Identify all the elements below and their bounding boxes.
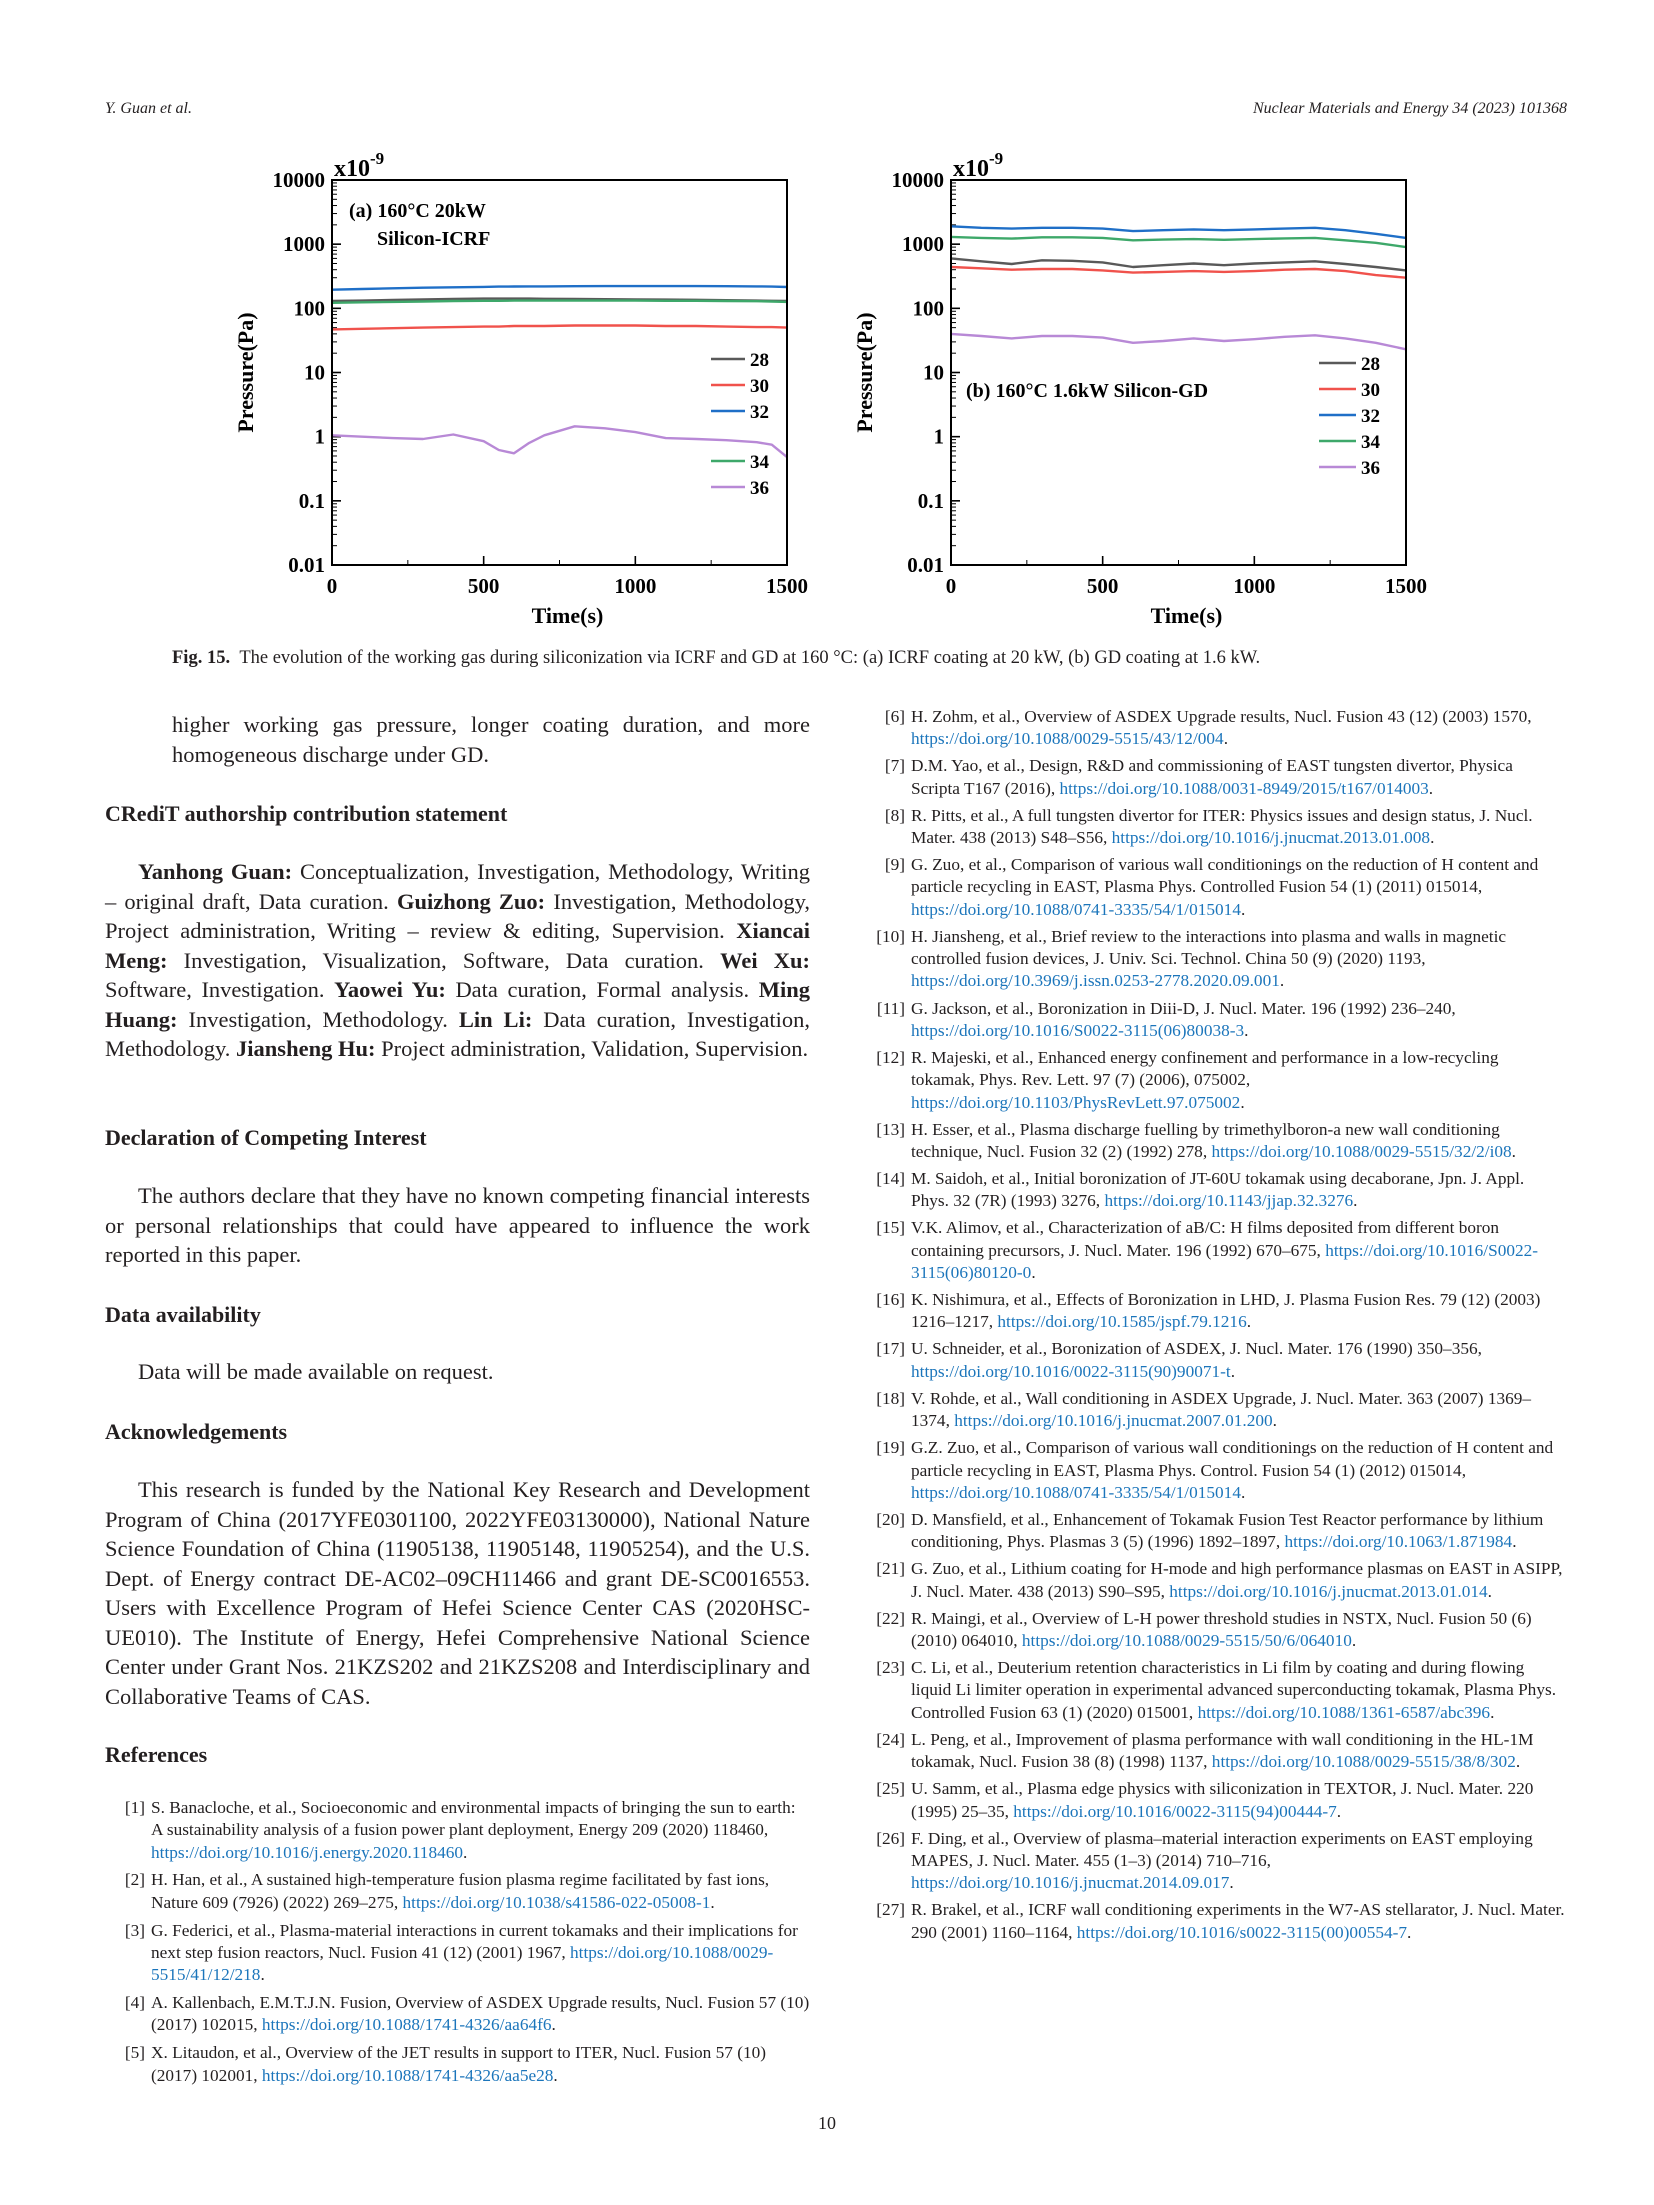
credit-roles: Data curation, Formal analysis. (455, 977, 750, 1002)
reference-doi-link[interactable]: https://doi.org/10.1088/1361-6587/abc396 (1197, 1702, 1491, 1722)
credit-paragraph (105, 857, 810, 1064)
reference-number: [8] (884, 805, 905, 825)
reference-doi-link[interactable]: https://doi.org/10.1088/0029-5515/38/8/302 (1211, 1752, 1516, 1772)
credit-name: Xiancai Meng: (105, 918, 810, 973)
legend-label: 36 (1361, 458, 1380, 479)
legend-label: 28 (750, 350, 769, 371)
reference-item (105, 1992, 810, 2037)
reference-item (865, 1388, 1565, 1433)
x-tick-label: 500 (1086, 574, 1119, 598)
y-tick-label: 10 (923, 360, 944, 385)
y-tick-label: 1 (933, 424, 944, 449)
figure-caption (172, 645, 1492, 671)
x-axis-label: Time(s) (531, 603, 604, 628)
reference-text: C. Li, et al., Deuterium retention characteristics in Li film by coating and during flowing liquid Li limiter operation in experimental advanced superconducting tokamak, Plasma Phys. Controlled Fusion 63 (1) (2020) 015001, (911, 1658, 1557, 1722)
reference-text: X. Litaudon, et al., Overview of the JET results in support to ITER, Nucl. Fusion 57 (10) (2017) 102001, (151, 2043, 766, 2085)
reference-tail: . (1353, 1191, 1358, 1211)
reference-text: H. Jiansheng, et al., Brief review to the interactions into plasma and walls in magnetic controlled fusion devices, J. Univ. Sci. Technol. China 50 (9) (2020) 1193, (911, 926, 1507, 969)
reference-number: [1] (124, 1798, 145, 1817)
reference-tail: . (1511, 1141, 1516, 1161)
reference-item (865, 1437, 1565, 1504)
reference-doi-link[interactable]: https://doi.org/10.1088/0029-5515/43/12/004 (911, 729, 1224, 749)
reference-number: [20] (876, 1509, 905, 1529)
reference-text: D.M. Yao, et al., Design, R&D and commissioning of EAST tungsten divertor, Physica Scripta T167 (2016), (911, 756, 1513, 798)
reference-number: [3] (124, 1920, 145, 1940)
reference-doi-link[interactable]: https://doi.org/10.1016/j.jnucmat.2014.09.017 (911, 1873, 1230, 1893)
reference-tail: . (1229, 1873, 1234, 1893)
reference-tail: . (1031, 1263, 1036, 1282)
reference-number: [16] (876, 1290, 905, 1310)
credit-roles: Investigation, Methodology. (188, 1006, 448, 1032)
x-tick-label: 1500 (1385, 574, 1427, 598)
reference-number: [12] (876, 1047, 905, 1067)
credit-roles: Data curation, Investigation, Methodology. (105, 1006, 811, 1061)
reference-doi-link[interactable]: https://doi.org/10.1143/jjap.32.3276 (1104, 1191, 1354, 1211)
competing-interest-heading: Declaration of Competing Interest (105, 1125, 427, 1150)
reference-doi-link[interactable]: https://doi.org/10.1088/0031-8949/2015/t167/014003 (1059, 778, 1429, 798)
y-tick-label: 10 (304, 360, 325, 385)
series-line-32 (951, 226, 1406, 238)
reference-tail: . (1279, 971, 1285, 991)
reference-text: G. Zuo, et al., Lithium coating for H-mode and high performance plasmas on EAST in ASIPP, J. Nucl. Mater. 438 (2013) S90–S95, (911, 1559, 1563, 1601)
reference-item (105, 1869, 810, 1914)
reference-tail: . (1240, 899, 1246, 919)
y-tick-label: 1 (314, 424, 325, 449)
figure-caption-text: The evolution of the working gas during siliconization via ICRF and GD at 160 °C: (a) ICRF coating at 20 kW, (b) GD coating at 1.6 kW. (239, 648, 1261, 668)
reference-item (865, 805, 1565, 850)
series-line-34 (332, 301, 787, 303)
series-line-36 (951, 334, 1406, 349)
credit-roles: Conceptualization, Investigation, Methodology, Writing – original draft, Data curation. (105, 859, 811, 914)
reference-number: [10] (876, 926, 905, 946)
reference-tail: . (1246, 1312, 1252, 1332)
reference-item (865, 998, 1565, 1043)
x-tick-label: 1500 (766, 574, 808, 598)
reference-doi-link[interactable]: https://doi.org/10.1088/0741-3335/54/1/015014 (911, 899, 1241, 919)
panel-label: (a) 160°C 20kW (349, 200, 486, 222)
reference-number: [19] (876, 1438, 905, 1458)
credit-name: Guizhong Zuo: (396, 888, 546, 914)
reference-item (865, 1657, 1565, 1724)
reference-doi-link[interactable]: https://doi.org/10.1088/0029-5515/32/2/i08 (1211, 1141, 1512, 1161)
reference-item (865, 926, 1565, 993)
reference-tail: . (1272, 1411, 1277, 1431)
reference-item (865, 755, 1565, 800)
reference-tail: . (1428, 778, 1434, 798)
reference-text: G.Z. Zuo, et al., Comparison of various wall conditionings on the reduction of H content and particle recycling in EAST, Plasma Phys. Control. Fusion 54 (1) (2012) 015014, (911, 1438, 1554, 1480)
reference-text: R. Brakel, et al., ICRF wall conditioning experiments in the W7-AS stellarator, J. Nucl. Mater. 290 (2001) 1160–1164, (911, 1900, 1565, 1942)
reference-text: M. Saidoh, et al., Initial boronization of JT-60U tokamak using decaborane, Jpn. J. Appl. Phys. 32 (7R) (1993) 3276, (911, 1169, 1525, 1211)
reference-item (865, 1509, 1565, 1554)
y-axis-label: Pressure(Pa) (233, 312, 258, 433)
reference-doi-link[interactable]: https://doi.org/10.1103/PhysRevLett.97.075002 (911, 1092, 1241, 1112)
series-line-30 (332, 326, 787, 330)
reference-text: K. Nishimura, et al., Effects of Boronization in LHD, J. Plasma Fusion Res. 79 (12) (2003) 1216–1217, (911, 1290, 1541, 1332)
references-heading: References (105, 1742, 208, 1767)
series-group (332, 286, 787, 457)
reference-tail: . (1512, 1532, 1517, 1552)
legend-label: 34 (750, 452, 769, 473)
credit-heading: CRediT authorship contribution statement (105, 801, 508, 826)
reference-doi-link[interactable]: https://doi.org/10.3969/j.issn.0253-2778.2020.09.001 (911, 971, 1280, 991)
legend-label: 30 (1361, 380, 1380, 401)
chart-panel-b (844, 150, 1454, 630)
reference-text: D. Mansfield, et al., Enhancement of Tokamak Fusion Test Reactor performance by lithium conditioning, Phys. Plasmas 3 (5) (1996) 1892–1897, (911, 1509, 1544, 1552)
legend-label: 36 (750, 478, 769, 499)
y-tick-label: 100 (912, 296, 944, 321)
reference-text: G. Federici, et al., Plasma-material interactions in current tokamaks and their implications for next step fusion reactors, Nucl. Fusion 41 (12) (2001) 1967, (151, 1920, 798, 1962)
reference-doi-link[interactable]: https://doi.org/10.1016/s0022-3115(00)00554-7 (1076, 1922, 1408, 1942)
reference-doi-link[interactable]: https://doi.org/10.1063/1.871984 (1284, 1532, 1513, 1552)
reference-tail: . (551, 2015, 556, 2035)
reference-item (865, 1338, 1565, 1383)
axis-multiplier: $x10^{-9}$ (334, 150, 385, 182)
reference-item (105, 2042, 810, 2087)
reference-doi-link[interactable]: https://doi.org/10.1016/j.energy.2020.118460 (151, 1842, 464, 1862)
legend-label: 32 (750, 402, 769, 423)
figure-label: Fig. 15. (172, 648, 231, 668)
reference-number: [9] (884, 855, 905, 875)
running-head-authors: Y. Guan et al. (105, 100, 192, 117)
reference-number: [11] (876, 998, 905, 1018)
reference-text: U. Samm, et al., Plasma edge physics with siliconization in TEXTOR, J. Nucl. Mater. 220 (1995) 25–35, (911, 1779, 1534, 1821)
reference-number: [25] (876, 1779, 905, 1799)
axis-multiplier: $x10^{-9}$ (953, 150, 1004, 182)
reference-tail: . (1490, 1702, 1495, 1722)
reference-tail: . (553, 2065, 558, 2085)
reference-item (865, 706, 1565, 751)
reference-text: H. Esser, et al., Plasma discharge fuelling by trimethylboron-a new wall conditioning technique, Nucl. Fusion 32 (2) (1992) 278, (911, 1119, 1500, 1161)
credit-name: Yanhong Guan: (138, 859, 293, 884)
data-availability-heading: Data availability (105, 1302, 261, 1327)
reference-item (865, 1608, 1565, 1653)
reference-text: V. Rohde, et al., Wall conditioning in ASDEX Upgrade, J. Nucl. Mater. 363 (2007) 1369–1374, (911, 1388, 1532, 1431)
data-availability-text: Data will be made available on request. (138, 1359, 494, 1384)
credit-roles: Investigation, Methodology, Project administration, Writing – review & editing, Supervision. (105, 888, 811, 943)
series-line-34 (951, 237, 1406, 247)
reference-text: L. Peng, et al., Improvement of plasma performance with wall conditioning in the HL-1M tokamak, Nucl. Fusion 38 (8) (1998) 1137, (911, 1729, 1534, 1772)
credit-name: Wei Xu: (720, 947, 811, 973)
reference-number: [4] (124, 1993, 145, 2013)
reference-tail: . (1407, 1922, 1412, 1942)
reference-number: [21] (876, 1559, 905, 1579)
reference-number: [17] (876, 1339, 905, 1359)
running-head-journal: Nuclear Materials and Energy 34 (2023) 101368 (1252, 100, 1567, 117)
y-tick-label: 0.01 (288, 553, 325, 577)
reference-text: S. Banacloche, et al., Socioeconomic and environmental impacts of bringing the sun to earth: A sustainability analysis of a fusion power plant deployment, Energy 209 (2020) 118460, (151, 1798, 796, 1840)
reference-doi-link[interactable]: https://doi.org/10.1016/j.jnucmat.2007.01.200 (954, 1411, 1273, 1431)
series-group (951, 226, 1406, 349)
acknowledgements-heading: Acknowledgements (105, 1419, 288, 1444)
credit-name: Yaowei Yu: (334, 977, 446, 1002)
reference-text: R. Pitts, et al., A full tungsten divertor for ITER: Physics issues and design status, J. Nucl. Mater. 438 (2013) S48–S56, (911, 805, 1533, 848)
reference-text: V.K. Alimov, et al., Characterization of aB/C: H films deposited from different boron containing precursors, J. Nucl. Mater. 196 (1992) 670–675, (911, 1218, 1500, 1260)
reference-text: G. Zuo, et al., Comparison of various wall conditionings on the reduction of H content and particle recycling in EAST, Plasma Phys. Controlled Fusion 54 (1) (2011) 015014, (911, 855, 1539, 897)
reference-tail: . (1515, 1752, 1521, 1772)
y-tick-label: 10000 (891, 168, 944, 192)
credit-name: Ming Huang: (105, 977, 810, 1032)
credit-name: Lin Li: (458, 1006, 533, 1032)
reference-text: R. Majeski, et al., Enhanced energy confinement and performance in a low-recycling tokamak, Phys. Rev. Lett. 97 (7) (2006), 075002, (911, 1047, 1499, 1090)
reference-tail: . (1230, 1361, 1236, 1381)
reference-number: [6] (884, 707, 905, 726)
reference-tail: . (1336, 1801, 1342, 1821)
panel-label-line2: Silicon-ICRF (377, 228, 491, 250)
reference-doi-link[interactable]: https://doi.org/10.1585/jspf.79.1216 (997, 1312, 1247, 1332)
reference-tail: . (260, 1965, 265, 1985)
reference-number: [2] (124, 1870, 145, 1890)
reference-item (865, 1168, 1565, 1213)
reference-tail: . (463, 1842, 468, 1862)
reference-doi-link[interactable]: https://doi.org/10.1016/0022-3115(94)00444-7 (1013, 1801, 1337, 1821)
reference-text: F. Ding, et al., Overview of plasma–material interaction experiments on EAST employing MAPES, J. Nucl. Mater. 455 (1–3) (2014) 710–716, (911, 1828, 1533, 1870)
chart-panel-a (225, 150, 835, 630)
x-tick-label: 500 (467, 574, 500, 598)
reference-tail: . (1223, 729, 1229, 749)
reference-number: [24] (876, 1729, 905, 1749)
reference-item (865, 1828, 1565, 1895)
series-line-36 (332, 426, 787, 457)
reference-doi-link[interactable]: https://doi.org/10.1016/S0022-3115(06)80038-3 (911, 1020, 1245, 1040)
competing-interest-text: The authors declare that they have no known competing financial interests or personal relationships that could have appeared to influence the work reported in this paper. (105, 1183, 810, 1267)
reference-item (865, 1047, 1565, 1114)
references-right-column (865, 706, 1565, 1949)
series-line-32 (332, 286, 787, 290)
legend-label: 30 (750, 376, 769, 397)
reference-doi-link[interactable]: https://doi.org/10.1088/0741-3335/54/1/015014 (911, 1482, 1241, 1502)
reference-tail: . (710, 1892, 715, 1912)
reference-doi-link[interactable]: https://doi.org/10.1016/j.jnucmat.2013.01.008 (1111, 828, 1431, 848)
acknowledgements-text: This research is funded by the National Key Research and Development Program of China (2017YFE0301100, 2022YFE03130000), National Nature Science Foundation of China (11905138, 11905148, 11905254), and the U.S. Dept. of Energy contract DE-AC02–09CH11466 and grant DE-SC0016553. Users with Excellence Program of Hefei Science Center CAS (2020HSC-UE010). The Institute of Energy, Hefei Comprehensive National Science Center under Grant Nos. 21KZS202 and 21KZS208 and Interdisciplinary and Collaborative Teams of CAS. (105, 1477, 810, 1709)
y-tick-label: 100 (293, 296, 325, 321)
references-left-column (105, 1797, 810, 2093)
legend-label: 28 (1361, 354, 1380, 375)
y-tick-label: 0.01 (907, 553, 944, 577)
reference-tail: . (1240, 1092, 1245, 1112)
y-tick-label: 0.1 (298, 488, 325, 513)
reference-item (865, 1558, 1565, 1603)
reference-item (865, 1217, 1565, 1284)
legend-label: 32 (1361, 406, 1380, 427)
x-tick-label: 0 (945, 574, 957, 598)
reference-tail: . (1240, 1482, 1246, 1502)
y-tick-label: 1000 (283, 232, 325, 257)
panel-label: (b) 160°C 1.6kW Silicon-GD (966, 380, 1209, 402)
reference-tail: . (1244, 1020, 1249, 1040)
reference-number: [18] (876, 1388, 905, 1408)
reference-doi-link[interactable]: https://doi.org/10.1016/j.jnucmat.2013.01.014 (1169, 1581, 1488, 1601)
reference-item (865, 854, 1565, 921)
reference-doi-link[interactable]: https://doi.org/10.1016/0022-3115(90)90071-t (911, 1361, 1231, 1381)
reference-doi-link[interactable]: https://doi.org/10.1088/0029-5515/41/12/218 (151, 1942, 774, 1985)
x-tick-label: 1000 (614, 574, 657, 598)
reference-number: [27] (876, 1900, 905, 1920)
reference-number: [22] (876, 1608, 905, 1628)
y-tick-label: 1000 (902, 232, 944, 257)
reference-text: H. Han, et al., A sustained high-temperature fusion plasma regime facilitated by fast ions, Nature 609 (7926) (2022) 269–275, (151, 1870, 770, 1912)
legend-label: 34 (1361, 432, 1380, 453)
reference-number: [26] (876, 1828, 905, 1848)
reference-item (865, 1119, 1565, 1164)
reference-text: U. Schneider, et al., Boronization of ASDEX, J. Nucl. Mater. 176 (1990) 350–356, (911, 1339, 1482, 1359)
credit-roles: Investigation, Visualization, Software, Data curation. (183, 947, 704, 973)
credit-roles: Software, Investigation. (105, 977, 325, 1002)
x-axis-label: Time(s) (1150, 603, 1223, 628)
x-tick-label: 0 (326, 574, 338, 598)
y-axis-label: Pressure(Pa) (852, 312, 877, 433)
series-line-30 (951, 267, 1406, 278)
reference-tail: . (1351, 1631, 1357, 1651)
y-tick-label: 0.1 (917, 488, 944, 513)
reference-tail: . (1430, 828, 1435, 848)
continuation-paragraph: higher working gas pressure, longer coating duration, and more homogeneous discharge under GD. (172, 712, 810, 767)
reference-item (105, 1797, 810, 1864)
reference-number: [7] (884, 756, 905, 776)
reference-number: [5] (124, 2043, 145, 2063)
reference-item (865, 1899, 1565, 1944)
reference-doi-link[interactable]: https://doi.org/10.1088/1741-4326/aa64f6 (261, 2015, 552, 2035)
reference-item (865, 1289, 1565, 1334)
reference-doi-link[interactable]: https://doi.org/10.1038/s41586-022-05008-1 (402, 1892, 711, 1912)
reference-number: [23] (876, 1658, 905, 1678)
reference-text: R. Maingi, et al., Overview of L-H power threshold studies in NSTX, Nucl. Fusion 50 (6) (2010) 064010, (911, 1608, 1532, 1651)
reference-doi-link[interactable]: https://doi.org/10.1088/0029-5515/50/6/064010 (1021, 1631, 1352, 1651)
y-tick-label: 10000 (272, 168, 325, 192)
reference-tail: . (1487, 1581, 1492, 1601)
reference-number: [13] (876, 1119, 905, 1139)
credit-name: Jiansheng Hu: (236, 1036, 376, 1061)
reference-text: G. Jackson, et al., Boronization in Diii-D, J. Nucl. Mater. 196 (1992) 236–240, (911, 998, 1456, 1018)
credit-roles: Project administration, Validation, Supervision. (381, 1036, 809, 1061)
axis-multiplier-exponent: -9 (370, 150, 385, 168)
page-number: 10 (818, 2113, 836, 2133)
x-tick-label: 1000 (1233, 574, 1276, 598)
reference-number: [15] (876, 1218, 905, 1238)
reference-doi-link[interactable]: https://doi.org/10.1088/1741-4326/aa5e28 (261, 2065, 554, 2085)
reference-doi-link[interactable]: https://doi.org/10.1016/S0022-3115(06)80120-0 (911, 1240, 1539, 1282)
reference-text: H. Zohm, et al., Overview of ASDEX Upgrade results, Nucl. Fusion 43 (12) (2003) 1570, (911, 707, 1532, 726)
reference-item (105, 1920, 810, 1987)
reference-text: A. Kallenbach, E.M.T.J.N. Fusion, Overview of ASDEX Upgrade results, Nucl. Fusion 57 (10) (2017) 102015, (151, 1993, 810, 2035)
reference-item (865, 1729, 1565, 1774)
reference-item (865, 1778, 1565, 1823)
axis-multiplier-exponent: -9 (989, 150, 1004, 168)
reference-number: [14] (876, 1169, 905, 1189)
